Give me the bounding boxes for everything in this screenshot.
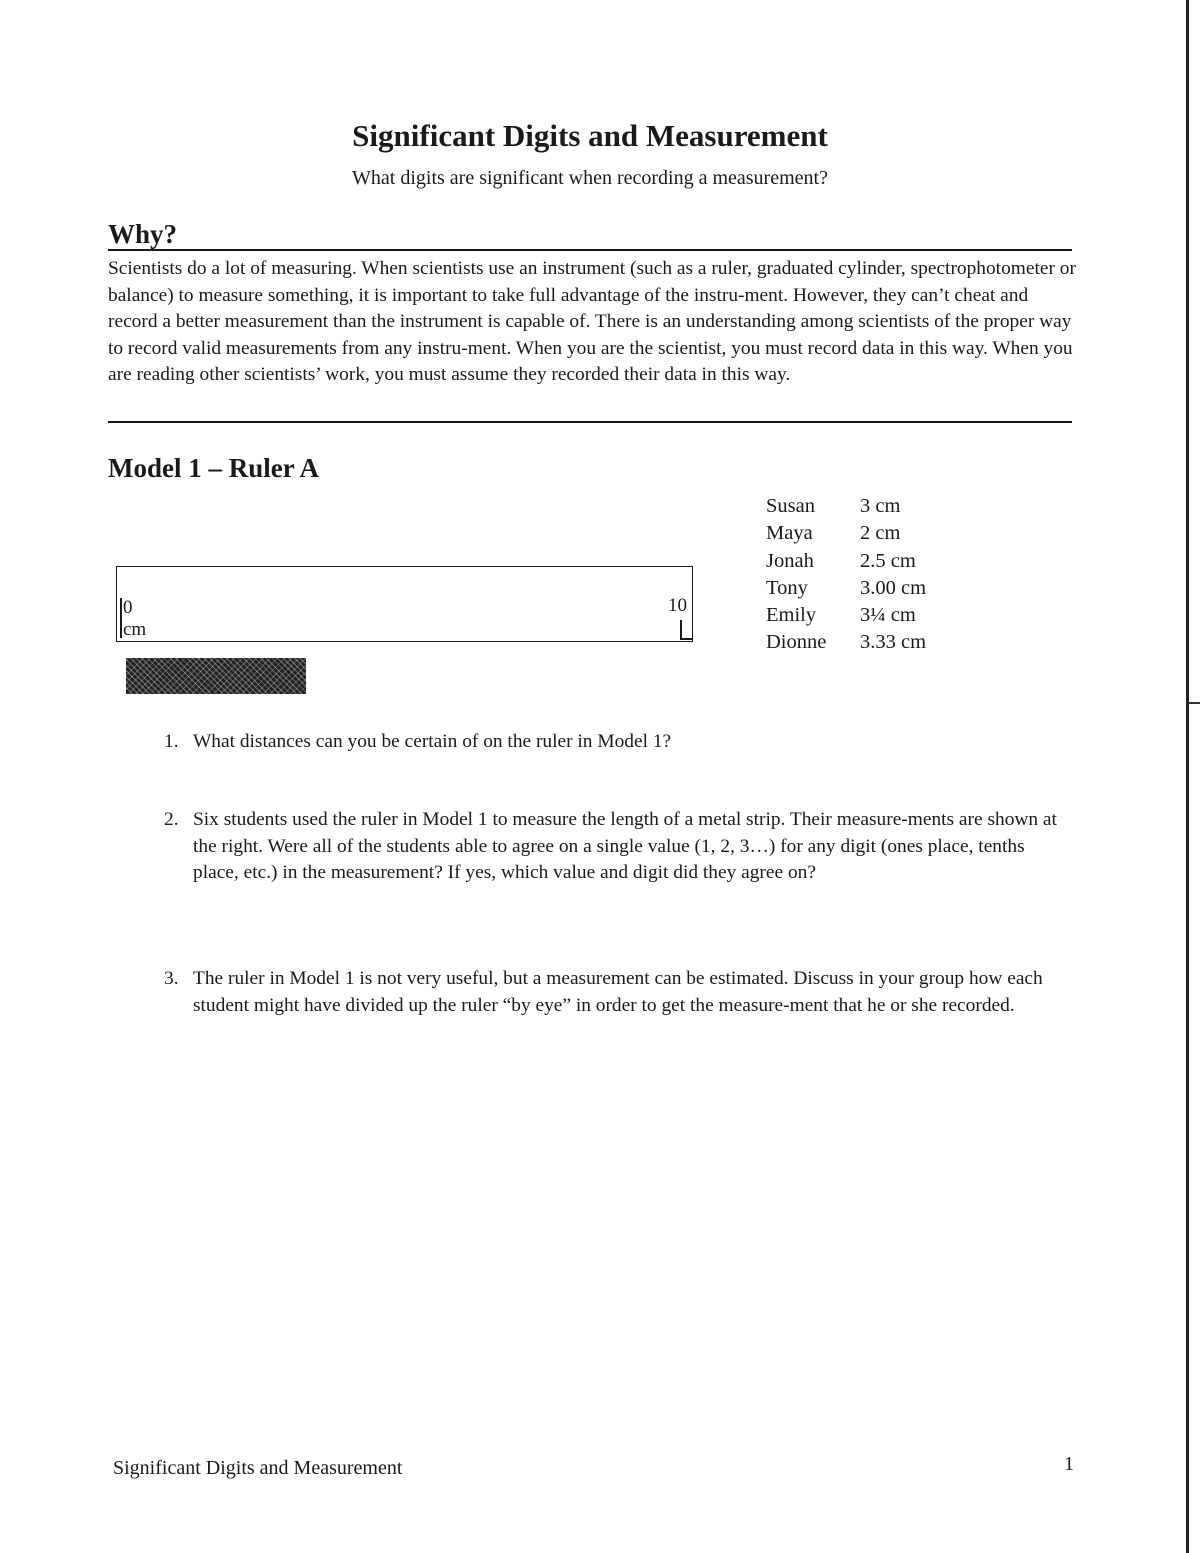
table-row <box>766 520 926 547</box>
question-3 <box>164 966 1074 1019</box>
page-edge-tick <box>1188 702 1200 704</box>
question-1 <box>164 729 1074 756</box>
measurement-value: 2.5 cm <box>860 549 916 572</box>
why-top-rule <box>108 249 1072 251</box>
footer-label: Significant Digits and Measurement <box>113 1457 403 1479</box>
ruler-ten-tick-foot <box>680 638 692 640</box>
why-bottom-rule <box>108 421 1072 423</box>
ruler-body <box>116 566 693 642</box>
page-edge-line <box>1186 0 1189 1553</box>
ruler-start-label: 0 cm <box>123 597 147 640</box>
student-name: Emily <box>766 604 817 627</box>
student-name: Susan <box>766 495 815 517</box>
ruler-end-label: 10 <box>668 595 687 616</box>
page-number: 1 <box>1064 1453 1074 1475</box>
why-heading: Why? <box>108 219 178 249</box>
measurement-value: 3.00 cm <box>860 576 927 599</box>
student-name: Dionne <box>766 631 827 654</box>
question-2 <box>164 807 1074 887</box>
student-name: Jonah <box>766 549 814 572</box>
question-text: The ruler in Model 1 is not very useful, but a measurement can be estimated. Discuss in your group how each student might have divided up the ruler “by eye” in order to get the measure-ment that he or she recorded. <box>193 968 1043 1016</box>
measurement-value: 3.33 cm <box>860 631 927 654</box>
question-text: Six students used the ruler in Model 1 to measure the length of a metal strip. Their measure-ments are shown at the right. Were all of the students able to agree on a single value (1, 2, 3…) for any digit (ones place, tenths place, etc.) in the measurement? If yes, which value and digit did they agree on? <box>193 809 1057 884</box>
model-heading: Model 1 – Ruler A <box>108 453 319 483</box>
question-text: What distances can you be certain of on the ruler in Model 1? <box>193 731 672 752</box>
measurement-value: 2 cm <box>860 522 901 545</box>
redacted-label <box>126 658 306 694</box>
ruler-zero-tick <box>120 598 122 638</box>
table-row <box>766 629 926 656</box>
measurement-value: 3 cm <box>860 495 901 517</box>
measurement-value: 3¼ cm <box>860 604 916 627</box>
student-name: Maya <box>766 522 813 545</box>
why-paragraph: Scientists do a lot of measuring. When scientists use an instrument (such as a ruler, graduated cylinder, spectrophotometer or balance) to measure something, it is important to take full advantage of the instru-ment. However, they can’t cheat and record a better measurement than the instrument is capable of. There is an understanding among scientists of the proper way to record valid measurements from any instru-ment. When you are the scientist, you must record data in this way. When you are reading other scientists’ work, you must assume they recorded their data in this way. <box>108 258 1076 386</box>
table-row <box>766 575 926 602</box>
table-row <box>766 548 926 575</box>
question-number: 3. <box>164 968 179 989</box>
ruler-ten-tick <box>680 620 682 640</box>
student-name: Tony <box>766 576 808 599</box>
page-subtitle: What digits are significant when recording a measurement? <box>352 167 828 189</box>
table-row <box>766 493 926 520</box>
question-number: 1. <box>164 731 179 752</box>
table-row <box>766 602 926 629</box>
question-number: 2. <box>164 809 179 830</box>
measurements-table <box>766 493 926 657</box>
page-title: Significant Digits and Measurement <box>352 118 828 153</box>
